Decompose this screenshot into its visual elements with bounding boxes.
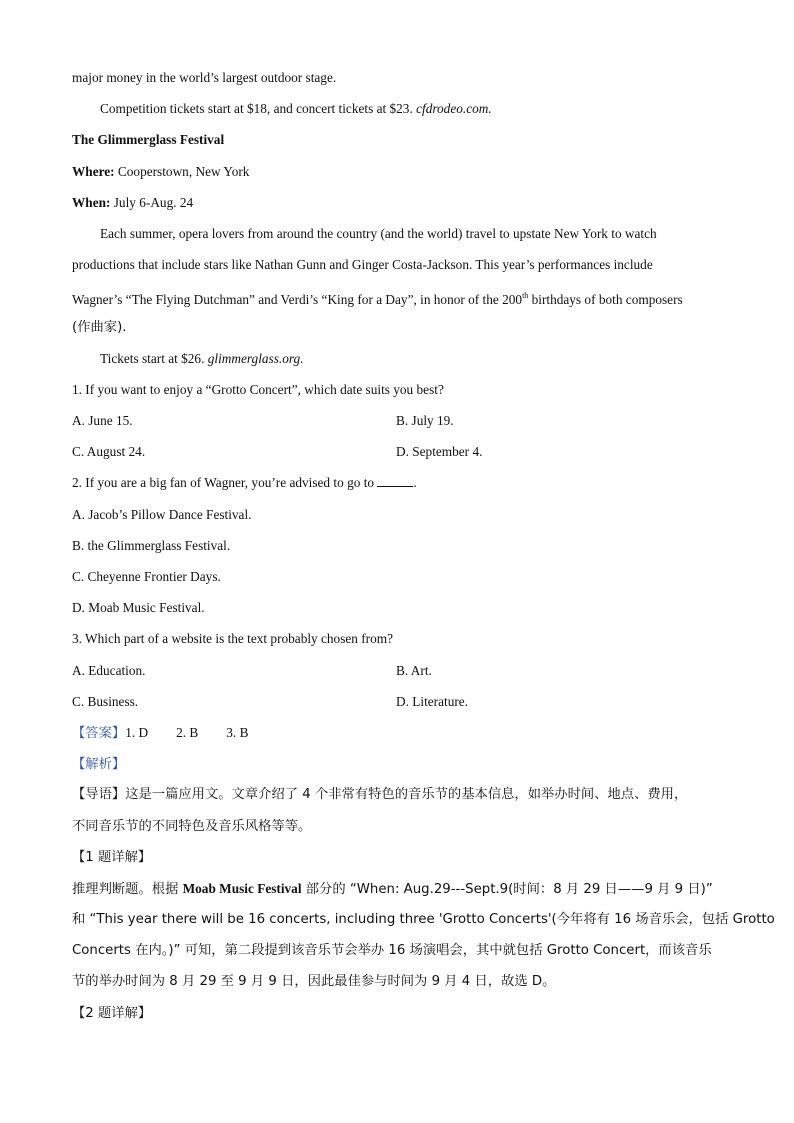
paragraph-line: Each summer, opera lovers from around the country (and the world) travel to upstate New York to watch <box>100 225 657 241</box>
guide-text: 这是一篇应用文。文章介绍了 4 个非常有特色的音乐节的基本信息，如举办时间、地点、费用， <box>125 787 688 803</box>
cfdrodeo-tickets-line <box>72 93 732 124</box>
where-value: Cooperstown, New York <box>114 163 250 179</box>
option-b: B. the Glimmerglass Festival. <box>72 537 231 553</box>
where-line <box>72 156 732 187</box>
document-page <box>72 62 775 1029</box>
detail-line <box>72 873 732 904</box>
detail-line: 和 “This year there will be 16 concerts, including three 'Grotto Concerts'(今年将有 16 场音乐会，包括 Grotto <box>72 912 775 928</box>
paragraph-line: (作曲家). <box>72 319 127 335</box>
paragraph-line: productions that include stars like Nathan Gunn and Ginger Costa-Jackson. This year’s performances include <box>72 257 653 273</box>
answer-label: 【答案】 <box>72 725 126 741</box>
paragraph-text: Wagner’s “The Flying Dutchman” and Verdi’s “King for a Day”, in honor of the 200 <box>72 292 523 308</box>
detail-2-label: 【2 题详解】 <box>72 1005 152 1021</box>
option-a: A. June 15. <box>72 413 133 429</box>
superscript: th <box>522 291 529 301</box>
paragraph-text: birthdays of both composers <box>528 292 683 308</box>
analysis-label: 【解析】 <box>72 757 126 773</box>
options-row <box>72 405 732 436</box>
paragraph-line <box>72 280 732 311</box>
section-title: The Glimmerglass Festival <box>72 132 225 148</box>
when-line <box>72 187 732 218</box>
option-d: D. September 4. <box>396 444 483 460</box>
options-row <box>72 655 732 686</box>
guide-label: 【导语】 <box>72 787 126 803</box>
question-3: 3. Which part of a website is the text probably chosen from? <box>72 631 394 647</box>
answer-blank <box>377 475 413 487</box>
where-label: Where: <box>72 163 115 179</box>
analysis-line <box>72 748 732 779</box>
option-c: C. Cheyenne Frontier Days. <box>72 569 221 584</box>
option-b: B. Art. <box>396 662 432 678</box>
when-value: July 6-Aug. 24 <box>110 194 194 210</box>
guide-line: 不同音乐节的不同特色及音乐风格等等。 <box>72 818 312 834</box>
option-a: A. Education. <box>72 662 146 678</box>
option-a: A. Jacob’s Pillow Dance Festival. <box>72 506 252 522</box>
option-c: C. August 24. <box>72 444 146 460</box>
detail-line: Concerts 在内。)” 可知，第二段提到该音乐节会举办 16 场演唱会，其中就包括 Grotto Concert，而该音乐 <box>72 943 712 959</box>
option-b: B. July 19. <box>396 413 454 429</box>
website-link: cfdrodeo.com. <box>416 101 492 117</box>
festival-name: Moab Music Festival <box>182 880 302 896</box>
detail-text: 部分的 “When: Aug.29---Sept.9(时间：8 月 29 日——9 月 9 日)” <box>301 881 713 897</box>
options-row <box>72 436 732 467</box>
tickets-text: Competition tickets start at $18, and concert tickets at $23. <box>100 101 417 117</box>
detail-line: 节的举办时间为 8 月 29 至 9 月 9 日，因此最佳参与时间为 9 月 4 日，故选 D。 <box>72 974 556 990</box>
options-row <box>72 686 732 717</box>
option-d: D. Moab Music Festival. <box>72 600 205 616</box>
question-1: 1. If you want to enjoy a “Grotto Concert”, which date suits you best? <box>72 381 444 397</box>
question-2 <box>72 467 732 498</box>
tickets-text: Tickets start at $26. <box>100 350 208 366</box>
option-d: D. Literature. <box>396 693 468 709</box>
question-text: 2. If you are a big fan of Wagner, you’re advised to go to <box>72 475 378 491</box>
website-link: glimmerglass.org. <box>207 350 304 366</box>
glimmerglass-tickets-line <box>72 343 732 374</box>
paragraph-line: major money in the world’s largest outdoor stage. <box>72 70 337 85</box>
answer-2: 2. B <box>176 724 199 740</box>
answer-3: 3. B <box>226 724 249 740</box>
answer-line <box>72 717 732 748</box>
guide-line <box>72 779 732 810</box>
detail-1-label: 【1 题详解】 <box>72 849 152 865</box>
detail-text: 推理判断题。根据 <box>72 881 183 897</box>
when-label: When: <box>72 194 111 210</box>
answer-1: 1. D <box>125 724 149 740</box>
question-text: . <box>413 475 417 491</box>
option-c: C. Business. <box>72 693 139 709</box>
